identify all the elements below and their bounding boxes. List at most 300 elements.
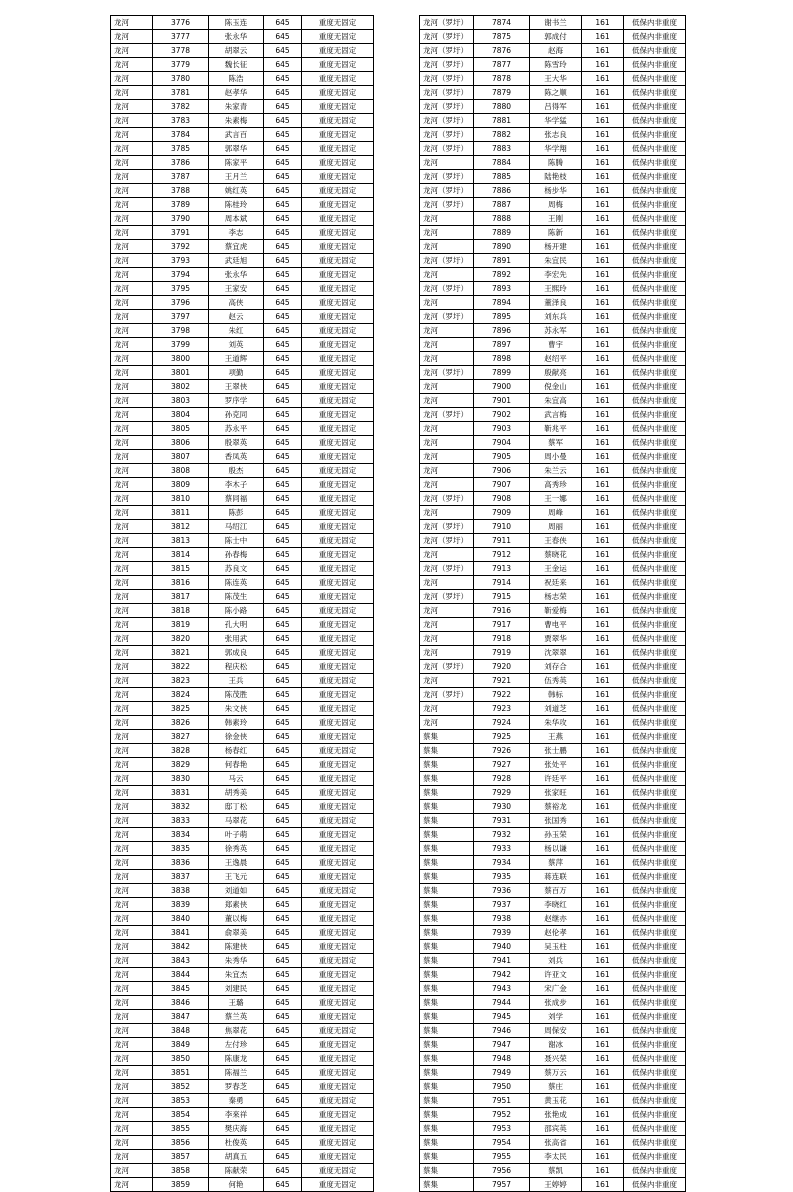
category-cell: 重度无固定: [302, 1122, 374, 1136]
name-cell: 蔡宜虎: [209, 240, 264, 254]
category-cell: 低保内非重度: [624, 856, 686, 870]
category-cell: 低保内非重度: [624, 72, 686, 86]
table-row: [420, 898, 686, 912]
category-cell: 重度无固定: [302, 590, 374, 604]
id-cell: 3794: [153, 268, 209, 282]
id-cell: 7933: [474, 842, 530, 856]
id-cell: 3783: [153, 114, 209, 128]
table-row: [111, 870, 374, 884]
table-row: [111, 632, 374, 646]
table-row: [111, 856, 374, 870]
region-cell: 龙河（罗圩）: [420, 86, 474, 100]
table-row: [420, 170, 686, 184]
table-row: [420, 30, 686, 44]
name-cell: 苏永平: [209, 422, 264, 436]
category-cell: 低保内非重度: [624, 1052, 686, 1066]
region-cell: 龙河: [420, 604, 474, 618]
region-cell: 龙河: [111, 1150, 153, 1164]
category-cell: 重度无固定: [302, 870, 374, 884]
code-cell: 161: [582, 58, 624, 72]
id-cell: 7921: [474, 674, 530, 688]
code-cell: 161: [582, 520, 624, 534]
name-cell: 刘道芝: [530, 702, 582, 716]
region-cell: 龙河: [420, 478, 474, 492]
name-cell: 赵孝华: [209, 86, 264, 100]
category-cell: 重度无固定: [302, 44, 374, 58]
id-cell: 7929: [474, 786, 530, 800]
category-cell: 低保内非重度: [624, 618, 686, 632]
table-row: [111, 982, 374, 996]
category-cell: 重度无固定: [302, 968, 374, 982]
category-cell: 重度无固定: [302, 100, 374, 114]
name-cell: 胡翠云: [209, 44, 264, 58]
name-cell: 郑素侠: [209, 898, 264, 912]
region-cell: 龙河: [111, 576, 153, 590]
table-row: [111, 170, 374, 184]
category-cell: 低保内非重度: [624, 688, 686, 702]
id-cell: 3844: [153, 968, 209, 982]
category-cell: 低保内非重度: [624, 730, 686, 744]
name-cell: 陈雪玲: [530, 58, 582, 72]
code-cell: 161: [582, 338, 624, 352]
table-row: [111, 478, 374, 492]
name-cell: 陈士中: [209, 534, 264, 548]
category-cell: 重度无固定: [302, 1066, 374, 1080]
id-cell: 3837: [153, 870, 209, 884]
code-cell: 645: [264, 744, 302, 758]
region-cell: 龙河: [111, 674, 153, 688]
table-row: [420, 268, 686, 282]
code-cell: 161: [582, 674, 624, 688]
category-cell: 低保内非重度: [624, 716, 686, 730]
code-cell: 645: [264, 254, 302, 268]
table-row: [111, 422, 374, 436]
category-cell: 重度无固定: [302, 156, 374, 170]
region-cell: 龙河（罗圩）: [420, 44, 474, 58]
table-row: [111, 702, 374, 716]
name-cell: 武言百: [209, 128, 264, 142]
region-cell: 龙河（罗圩）: [420, 16, 474, 30]
category-cell: 重度无固定: [302, 772, 374, 786]
code-cell: 161: [582, 576, 624, 590]
name-cell: 周保安: [530, 1024, 582, 1038]
id-cell: 7899: [474, 366, 530, 380]
region-cell: 龙河: [111, 940, 153, 954]
id-cell: 3855: [153, 1122, 209, 1136]
category-cell: 重度无固定: [302, 1108, 374, 1122]
name-cell: 魏长征: [209, 58, 264, 72]
region-cell: 蔡集: [420, 758, 474, 772]
table-row: [420, 198, 686, 212]
table-row: [111, 282, 374, 296]
id-cell: 7951: [474, 1094, 530, 1108]
id-cell: 7892: [474, 268, 530, 282]
category-cell: 低保内非重度: [624, 240, 686, 254]
category-cell: 低保内非重度: [624, 30, 686, 44]
table-row: [111, 688, 374, 702]
id-cell: 3825: [153, 702, 209, 716]
code-cell: 161: [582, 366, 624, 380]
name-cell: 张艳成: [530, 1108, 582, 1122]
code-cell: 161: [582, 30, 624, 44]
id-cell: 3793: [153, 254, 209, 268]
table-row: [420, 478, 686, 492]
name-cell: 宋广金: [530, 982, 582, 996]
id-cell: 7881: [474, 114, 530, 128]
region-cell: 龙河: [111, 338, 153, 352]
id-cell: 7902: [474, 408, 530, 422]
id-cell: 3830: [153, 772, 209, 786]
table-row: [111, 660, 374, 674]
category-cell: 低保内非重度: [624, 828, 686, 842]
id-cell: 3801: [153, 366, 209, 380]
name-cell: 朱红: [209, 324, 264, 338]
region-cell: 龙河（罗圩）: [420, 128, 474, 142]
table-row: [420, 464, 686, 478]
name-cell: 吴玉柱: [530, 940, 582, 954]
region-cell: 龙河: [111, 1178, 153, 1192]
region-cell: 龙河: [111, 842, 153, 856]
region-cell: 龙河: [111, 184, 153, 198]
code-cell: 161: [582, 1164, 624, 1178]
name-cell: 刘学: [530, 1010, 582, 1024]
region-cell: 龙河: [111, 772, 153, 786]
region-cell: 蔡集: [420, 1052, 474, 1066]
id-cell: 3815: [153, 562, 209, 576]
id-cell: 7890: [474, 240, 530, 254]
region-cell: 龙河: [111, 982, 153, 996]
code-cell: 161: [582, 1010, 624, 1024]
code-cell: 645: [264, 660, 302, 674]
code-cell: 161: [582, 408, 624, 422]
table-row: [111, 58, 374, 72]
id-cell: 7904: [474, 436, 530, 450]
id-cell: 7882: [474, 128, 530, 142]
code-cell: 161: [582, 646, 624, 660]
category-cell: 低保内非重度: [624, 16, 686, 30]
region-cell: 龙河: [111, 660, 153, 674]
id-cell: 7952: [474, 1108, 530, 1122]
name-cell: 刘存合: [530, 660, 582, 674]
code-cell: 645: [264, 492, 302, 506]
region-cell: 蔡集: [420, 1038, 474, 1052]
table-row: [420, 338, 686, 352]
table-row: [420, 954, 686, 968]
id-cell: 7884: [474, 156, 530, 170]
category-cell: 重度无固定: [302, 996, 374, 1010]
category-cell: 重度无固定: [302, 604, 374, 618]
table-row: [111, 968, 374, 982]
table-row: [420, 114, 686, 128]
name-cell: 靳兆平: [530, 422, 582, 436]
code-cell: 161: [582, 548, 624, 562]
id-cell: 7917: [474, 618, 530, 632]
category-cell: 重度无固定: [302, 408, 374, 422]
table-row: [420, 618, 686, 632]
code-cell: 161: [582, 884, 624, 898]
region-cell: 蔡集: [420, 842, 474, 856]
name-cell: 王一娜: [530, 492, 582, 506]
name-cell: 王家安: [209, 282, 264, 296]
code-cell: 161: [582, 940, 624, 954]
name-cell: 刘东兵: [530, 310, 582, 324]
code-cell: 645: [264, 912, 302, 926]
category-cell: 低保内非重度: [624, 562, 686, 576]
table-row: [420, 296, 686, 310]
name-cell: 陈献荣: [209, 1164, 264, 1178]
code-cell: 161: [582, 562, 624, 576]
id-cell: 7918: [474, 632, 530, 646]
region-cell: 龙河（罗圩）: [420, 100, 474, 114]
category-cell: 重度无固定: [302, 464, 374, 478]
table-row: [420, 1080, 686, 1094]
id-cell: 7946: [474, 1024, 530, 1038]
right-table: [419, 15, 686, 1192]
region-cell: 龙河: [111, 394, 153, 408]
region-cell: 蔡集: [420, 898, 474, 912]
table-row: [111, 674, 374, 688]
region-cell: 龙河（罗圩）: [420, 366, 474, 380]
id-cell: 7906: [474, 464, 530, 478]
code-cell: 161: [582, 1080, 624, 1094]
region-cell: 龙河: [111, 30, 153, 44]
code-cell: 645: [264, 436, 302, 450]
code-cell: 645: [264, 618, 302, 632]
id-cell: 7877: [474, 58, 530, 72]
code-cell: 161: [582, 786, 624, 800]
name-cell: 王逸晨: [209, 856, 264, 870]
region-cell: 龙河: [420, 450, 474, 464]
name-cell: 王翠侠: [209, 380, 264, 394]
category-cell: 低保内非重度: [624, 604, 686, 618]
region-cell: 龙河: [111, 870, 153, 884]
name-cell: 郭成良: [209, 646, 264, 660]
category-cell: 低保内非重度: [624, 996, 686, 1010]
name-cell: 陈彭: [209, 506, 264, 520]
category-cell: 重度无固定: [302, 1094, 374, 1108]
name-cell: 杨春红: [209, 744, 264, 758]
region-cell: 龙河: [420, 212, 474, 226]
name-cell: 姚红英: [209, 184, 264, 198]
category-cell: 低保内非重度: [624, 632, 686, 646]
code-cell: 161: [582, 800, 624, 814]
code-cell: 161: [582, 870, 624, 884]
region-cell: 蔡集: [420, 996, 474, 1010]
category-cell: 重度无固定: [302, 618, 374, 632]
id-cell: 7891: [474, 254, 530, 268]
id-cell: 7879: [474, 86, 530, 100]
region-cell: 蔡集: [420, 940, 474, 954]
code-cell: 161: [582, 352, 624, 366]
category-cell: 重度无固定: [302, 856, 374, 870]
code-cell: 645: [264, 338, 302, 352]
region-cell: 蔡集: [420, 1136, 474, 1150]
name-cell: 王飞元: [209, 870, 264, 884]
name-cell: 武廷旭: [209, 254, 264, 268]
name-cell: 曹宇: [530, 338, 582, 352]
id-cell: 7931: [474, 814, 530, 828]
region-cell: 蔡集: [420, 1080, 474, 1094]
name-cell: 邸丁松: [209, 800, 264, 814]
table-row: [420, 324, 686, 338]
name-cell: 胡秀美: [209, 786, 264, 800]
region-cell: 蔡集: [420, 1150, 474, 1164]
name-cell: 赵绍平: [530, 352, 582, 366]
table-row: [420, 86, 686, 100]
name-cell: 吕得军: [530, 100, 582, 114]
code-cell: 161: [582, 128, 624, 142]
name-cell: 蔡兰英: [209, 1010, 264, 1024]
category-cell: 低保内非重度: [624, 212, 686, 226]
table-row: [111, 562, 374, 576]
id-cell: 3819: [153, 618, 209, 632]
category-cell: 低保内非重度: [624, 814, 686, 828]
category-cell: 低保内非重度: [624, 968, 686, 982]
region-cell: 龙河: [420, 268, 474, 282]
region-cell: 龙河: [111, 954, 153, 968]
region-cell: 龙河: [111, 226, 153, 240]
code-cell: 645: [264, 548, 302, 562]
category-cell: 低保内非重度: [624, 282, 686, 296]
table-row: [420, 1094, 686, 1108]
code-cell: 161: [582, 212, 624, 226]
region-cell: 龙河: [420, 422, 474, 436]
table-row: [420, 800, 686, 814]
code-cell: 645: [264, 1178, 302, 1192]
category-cell: 重度无固定: [302, 268, 374, 282]
table-row: [111, 590, 374, 604]
category-cell: 低保内非重度: [624, 940, 686, 954]
id-cell: 3778: [153, 44, 209, 58]
code-cell: 161: [582, 198, 624, 212]
code-cell: 161: [582, 114, 624, 128]
category-cell: 重度无固定: [302, 436, 374, 450]
region-cell: 龙河（罗圩）: [420, 310, 474, 324]
code-cell: 645: [264, 996, 302, 1010]
table-row: [111, 842, 374, 856]
table-row: [111, 786, 374, 800]
name-cell: 郭成付: [530, 30, 582, 44]
table-row: [111, 492, 374, 506]
table-row: [111, 828, 374, 842]
region-cell: 龙河: [420, 352, 474, 366]
name-cell: 罗序学: [209, 394, 264, 408]
table-row: [111, 212, 374, 226]
code-cell: 645: [264, 170, 302, 184]
table-row: [420, 1052, 686, 1066]
code-cell: 645: [264, 814, 302, 828]
name-cell: 王道辉: [209, 352, 264, 366]
id-cell: 3781: [153, 86, 209, 100]
category-cell: 低保内非重度: [624, 548, 686, 562]
name-cell: 韩标: [530, 688, 582, 702]
id-cell: 3796: [153, 296, 209, 310]
region-cell: 蔡集: [420, 1178, 474, 1192]
code-cell: 645: [264, 128, 302, 142]
name-cell: 程庆松: [209, 660, 264, 674]
name-cell: 陈建侠: [209, 940, 264, 954]
table-row: [420, 548, 686, 562]
code-cell: 645: [264, 296, 302, 310]
category-cell: 低保内非重度: [624, 128, 686, 142]
table-row: [420, 828, 686, 842]
code-cell: 161: [582, 632, 624, 646]
name-cell: 朱兰云: [530, 464, 582, 478]
region-cell: 龙河: [111, 828, 153, 842]
table-row: [420, 520, 686, 534]
name-cell: 朱华攻: [530, 716, 582, 730]
table-row: [420, 968, 686, 982]
code-cell: 645: [264, 632, 302, 646]
id-cell: 3814: [153, 548, 209, 562]
region-cell: 龙河: [111, 1052, 153, 1066]
code-cell: 161: [582, 1150, 624, 1164]
id-cell: 3839: [153, 898, 209, 912]
table-row: [420, 646, 686, 660]
category-cell: 低保内非重度: [624, 534, 686, 548]
name-cell: 蔡庄: [530, 1080, 582, 1094]
name-cell: 孔大明: [209, 618, 264, 632]
category-cell: 低保内非重度: [624, 1080, 686, 1094]
code-cell: 161: [582, 1066, 624, 1080]
table-row: [420, 408, 686, 422]
category-cell: 重度无固定: [302, 786, 374, 800]
region-cell: 龙河: [111, 212, 153, 226]
id-cell: 3787: [153, 170, 209, 184]
table-row: [111, 1122, 374, 1136]
code-cell: 645: [264, 828, 302, 842]
category-cell: 重度无固定: [302, 912, 374, 926]
table-row: [420, 562, 686, 576]
name-cell: 陈新: [530, 226, 582, 240]
table-row: [420, 982, 686, 996]
code-cell: 645: [264, 604, 302, 618]
name-cell: 秦勇: [209, 1094, 264, 1108]
region-cell: 龙河: [111, 44, 153, 58]
name-cell: 杨以谦: [530, 842, 582, 856]
name-cell: 周峰: [530, 506, 582, 520]
name-cell: 马云: [209, 772, 264, 786]
table-row: [420, 534, 686, 548]
id-cell: 3792: [153, 240, 209, 254]
region-cell: 龙河: [111, 422, 153, 436]
id-cell: 3803: [153, 394, 209, 408]
table-row: [420, 226, 686, 240]
id-cell: 3805: [153, 422, 209, 436]
code-cell: 161: [582, 436, 624, 450]
region-cell: 龙河: [111, 730, 153, 744]
table-row: [420, 716, 686, 730]
name-cell: 贾翠华: [530, 632, 582, 646]
code-cell: 161: [582, 590, 624, 604]
region-cell: 龙河（罗圩）: [420, 492, 474, 506]
code-cell: 161: [582, 912, 624, 926]
name-cell: 苏良文: [209, 562, 264, 576]
category-cell: 低保内非重度: [624, 576, 686, 590]
region-cell: 龙河: [111, 786, 153, 800]
table-row: [111, 940, 374, 954]
region-cell: 龙河（罗圩）: [420, 408, 474, 422]
code-cell: 645: [264, 772, 302, 786]
name-cell: 张家旺: [530, 786, 582, 800]
table-row: [420, 352, 686, 366]
name-cell: 蔡凯: [530, 1164, 582, 1178]
id-cell: 7909: [474, 506, 530, 520]
table-row: [111, 254, 374, 268]
name-cell: 项勤: [209, 366, 264, 380]
id-cell: 3798: [153, 324, 209, 338]
category-cell: 低保内非重度: [624, 674, 686, 688]
